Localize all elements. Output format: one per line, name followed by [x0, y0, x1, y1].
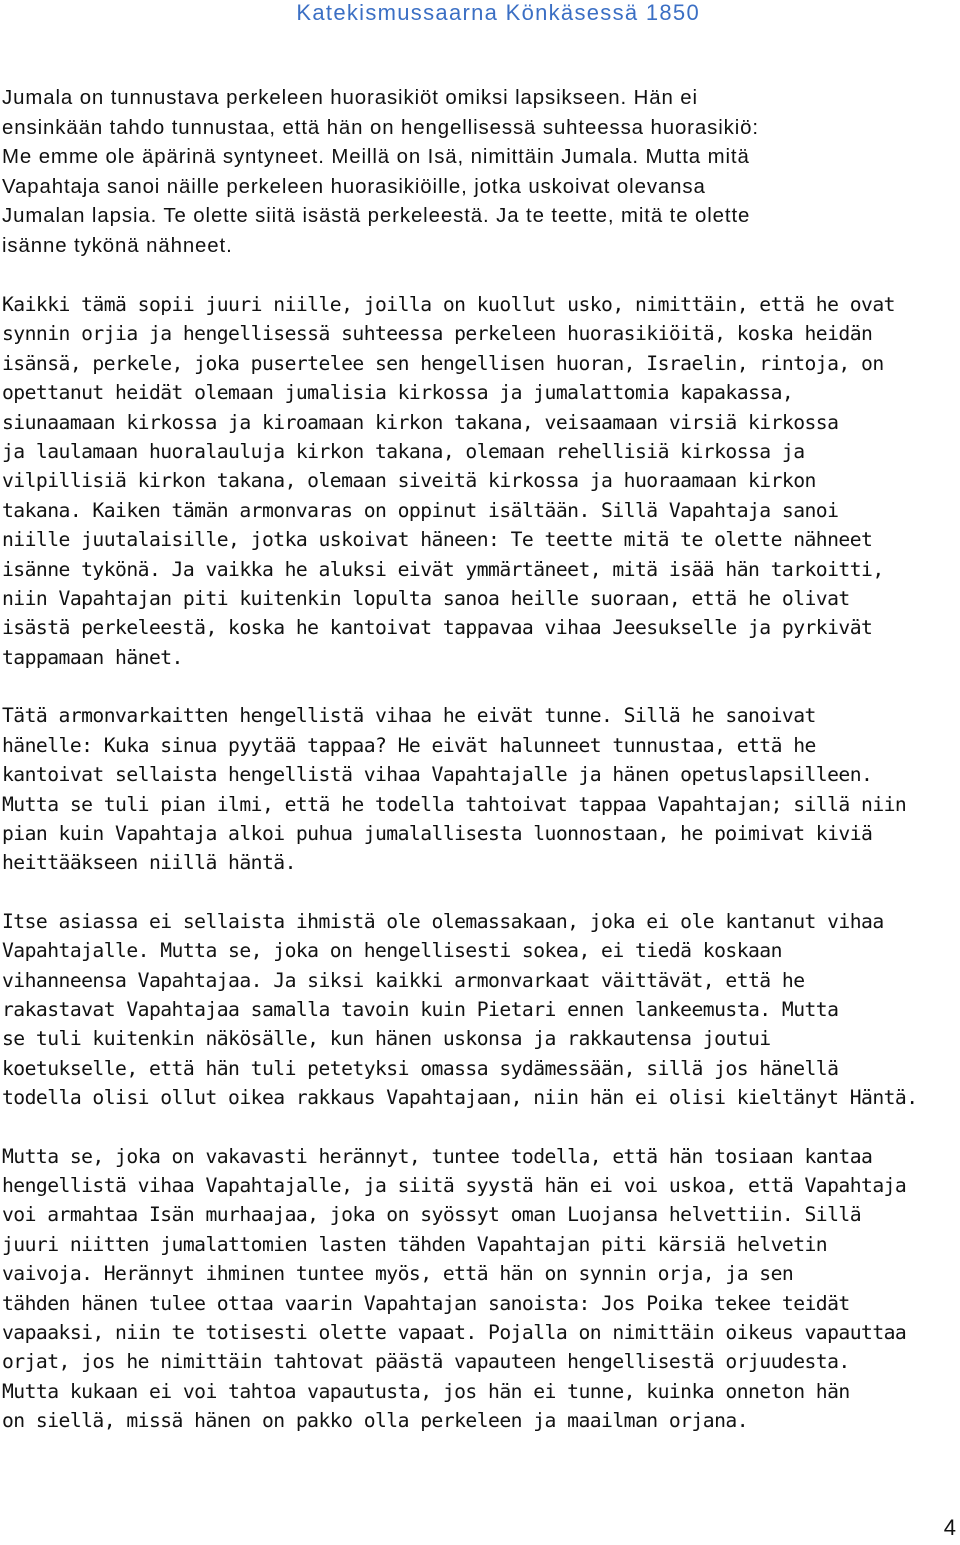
paragraph-line: Vapahtaja sanoi näille perkeleen huorasikiöille, jotka uskoivat olevansa — [2, 175, 706, 198]
paragraph-line: tähden hänen tulee ottaa vaarin Vapahtajan sanoista: Jos Poika tekee teidät — [2, 1291, 850, 1315]
paragraph-line: Itse asiassa ei sellaista ihmistä ole olemassakaan, joka ei ole kantanut vihaa — [2, 909, 884, 933]
paragraph-line: Vapahtajalle. Mutta se, joka on hengellisesti sokea, ei tiedä koskaan — [2, 939, 782, 963]
paragraph-line: isänne tykönä nähneet. — [2, 234, 233, 257]
paragraph-line: siunaamaan kirkossa ja kiroamaan kirkon takana, veisaamaan virsiä kirkossa — [2, 410, 839, 434]
paragraph-line: vilpillisiä kirkon takana, olemaan siveitä kirkossa ja huoraamaan kirkon — [2, 469, 816, 493]
paragraph-line: pian kuin Vapahtaja alkoi puhua jumalallisesta luonnostaan, he poimivat kiviä — [2, 821, 873, 845]
paragraph-line: ensinkään tahdo tunnustaa, että hän on hengellisessä suhteessa huorasikiö: — [2, 116, 759, 139]
paragraph-line: Mutta se tuli pian ilmi, että he todella tahtoivat tappaa Vapahtajan; sillä niin — [2, 792, 907, 816]
paragraph-line: isänsä, perkele, joka pusertelee sen hengellisen huoran, Israelin, rintoja, on — [2, 351, 884, 375]
paragraph-line: takana. Kaiken tämän armonvaras on oppinut isältään. Sillä Vapahtaja sanoi — [2, 498, 839, 522]
paragraph-line: ja laulamaan huoralauluja kirkon takana, olemaan rehellisiä kirkossa ja — [2, 440, 805, 464]
paragraph-line: vihanneensa Vapahtajaa. Ja siksi kaikki armonvarkaat väittävät, että he — [2, 968, 805, 992]
paragraph-line: todella olisi ollut oikea rakkaus Vapahtajaan, niin hän ei olisi kieltänyt Häntä. — [2, 1086, 918, 1110]
paragraph-5 — [2, 1142, 957, 1436]
paragraph-line: Tätä armonvarkaitten hengellistä vihaa he eivät tunne. Sillä he sanoivat — [2, 704, 816, 728]
page-number: 4 — [943, 1515, 956, 1540]
page-header-title: Katekismussaarna Könkäsessä 1850 — [296, 0, 700, 25]
paragraph-line: vapaaksi, niin te totisesti olette vapaat. Pojalla on nimittäin oikeus vapauttaa — [2, 1321, 907, 1344]
paragraph-line: opettanut heidät olemaan jumalisia kirkossa ja jumalattomia kapakassa, — [2, 381, 794, 405]
paragraph-line: isänne tykönä. Ja vaikka he aluksi eivät ymmärtäneet, mitä isää hän tarkoitti, — [2, 557, 884, 581]
paragraph-line: niille juutalaisille, jotka uskoivat häneen: Te teette mitä te olette nähneet — [2, 528, 873, 552]
paragraph-line: Kaikki tämä sopii juuri niille, joilla on kuollut usko, nimittäin, että he ovat — [2, 293, 895, 316]
paragraph-line: koetukselle, että hän tuli petetyksi omassa sydämessään, sillä jos hänellä — [2, 1056, 839, 1080]
paragraph-4 — [2, 907, 957, 1113]
paragraph-line: voi armahtaa Isän murhaajaa, joka on syössyt oman Luojansa helvettiin. Sillä — [2, 1203, 862, 1227]
paragraph-line: Mutta se, joka on vakavasti herännyt, tuntee todella, että hän tosiaan kantaa — [2, 1144, 873, 1168]
paragraph-line: on siellä, missä hänen on pakko olla perkeleen ja maailman orjana. — [2, 1409, 748, 1433]
paragraph-line: hengellistä vihaa Vapahtajalle, ja siitä syystä hän ei voi uskoa, että Vapahtaja — [2, 1173, 907, 1197]
paragraph-line: vaivoja. Herännyt ihminen tuntee myös, että hän on synnin orja, ja sen — [2, 1262, 794, 1286]
paragraph-line: kantoivat sellaista hengellistä vihaa Vapahtajalle ja hänen opetuslapsilleen. — [2, 763, 873, 787]
paragraph-line: Jumalan lapsia. Te olette siitä isästä perkeleestä. Ja te teette, mitä te olette — [2, 205, 751, 227]
paragraph-line: heittääkseen niillä häntä. — [2, 851, 296, 875]
paragraph-line: se tuli kuitenkin näkösälle, kun hänen uskonsa ja rakkautensa joutui — [2, 1027, 771, 1051]
paragraph-line: Me emme ole äpärinä syntyneet. Meillä on Isä, nimittäin Jumala. Mutta mitä — [2, 146, 750, 168]
paragraph-line: synnin orjia ja hengellisessä suhteessa perkeleen huorasikiöitä, koska heidän — [2, 322, 873, 346]
paragraph-line: juuri niitten jumalattomien lasten tähden Vapahtajan piti kärsiä helvetin — [2, 1232, 828, 1256]
paragraph-3 — [2, 701, 957, 877]
paragraph-line: rakastavat Vapahtajaa samalla tavoin kuin Pietari ennen lankeemusta. Mutta — [2, 997, 839, 1021]
paragraph-line: isästä perkeleestä, koska he kantoivat tappavaa vihaa Jeesukselle ja pyrkivät — [2, 616, 873, 640]
paragraph-line: hänelle: Kuka sinua pyytää tappaa? He eivät halunneet tunnustaa, että he — [2, 733, 816, 757]
paragraph-line: niin Vapahtajan piti kuitenkin lopulta sanoa heille suoraan, että he olivat — [2, 587, 850, 611]
paragraph-line: Jumala on tunnustava perkeleen huorasikiöt omiksi lapsikseen. Hän ei — [2, 87, 698, 109]
document-body — [2, 84, 957, 1436]
paragraph-2 — [2, 290, 957, 672]
paragraph-line: orjat, jos he nimittäin tahtovat päästä vapauteen hengellisestä orjuudesta. — [2, 1350, 850, 1374]
paragraph-1 — [2, 84, 957, 261]
paragraph-line: Mutta kukaan ei voi tahtoa vapautusta, jos hän ei tunne, kuinka onneton hän — [2, 1379, 850, 1403]
paragraph-line: tappamaan hänet. — [2, 645, 183, 669]
